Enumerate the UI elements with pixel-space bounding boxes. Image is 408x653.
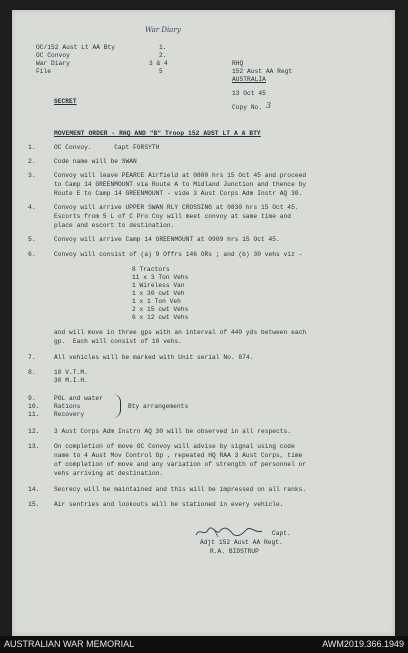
hq-line-1: RHQ <box>232 60 244 67</box>
dist-copy-4: 5 <box>159 68 163 75</box>
vehicle-item: 11 x 3 Ton Vehs <box>132 274 189 281</box>
para-text-line: 30 M.I.H. <box>54 377 88 384</box>
admin-arrangements-note: Bty arrangements <box>128 403 189 410</box>
para-text: All vehicles will be marked with Unit serial No. 874. <box>54 354 254 361</box>
para-text-line: Route E to Camp 14 GREENMOUNT - vide 3 Aust Corps Adm Instr AQ 30. <box>54 190 303 197</box>
para-number: 10. <box>28 403 40 410</box>
para-number: 7. <box>28 354 36 361</box>
admin-item: POL and water <box>54 395 103 402</box>
vehicle-item: 6 x 12 cwt Vehs <box>132 314 189 321</box>
para-text-line: Convoy will leave PEARCE Airfield at 0800 hrs 15 Oct 45 and proceed <box>54 172 307 179</box>
para-text-line: On completion of move OC Convoy will advise by signal using code <box>54 443 295 450</box>
signature-name: R.A. BIDSTRUP <box>210 548 259 555</box>
para-text-line: of completion of move and any variation of strength of personnel or <box>54 461 307 468</box>
para-text: Code name will be SWAN <box>54 158 137 165</box>
signature-title: Adjt 152 Aust AA Regt. <box>200 539 283 546</box>
hq-line-3: AUSTRALIA <box>232 76 266 83</box>
movement-order-heading: MOVEMENT ORDER - RHQ AND "B" Troop 152 AUST LT A A BTY <box>54 130 261 137</box>
vehicle-item: 1 x 30 cwt Veh <box>132 290 185 297</box>
para6-tail-line: and will move in three gps with an interval of 440 yds between each <box>54 329 307 336</box>
para-number: 15. <box>28 501 40 508</box>
handwritten-war-diary-note: War Diary <box>145 26 181 34</box>
para-text-line: Convoy will arrive UPPER SWAN RLY CROSSING at 0830 hrs 15 Oct 45. <box>54 204 299 211</box>
para-text-line: place and escort to destination. <box>54 222 175 229</box>
copy-number-value: 3 <box>266 101 272 110</box>
para-text: Secrecy will be maintained and this will be impressed on all ranks. <box>54 486 307 493</box>
para-number: 11. <box>28 411 40 418</box>
dist-copy-3: 3 & 4 <box>149 60 168 67</box>
para-text-line: name to 4 Aust Mov Control Gp , repeated HQ RAA 3 Aust Corps, time <box>54 452 303 459</box>
para-text: Air sentries and lookouts will be stationed in every vehicle. <box>54 501 284 508</box>
para-number: 1. <box>28 144 36 151</box>
para-text-line: Escorts from 5 L of C Pro Coy will meet convoy at same time and <box>54 213 292 220</box>
admin-item: Rations <box>54 403 81 410</box>
archive-footer-bar <box>0 636 408 653</box>
document-date: 13 Oct 45 <box>232 90 266 97</box>
para-text-line: to Camp 14 GREENMOUNT via Route A to Midland Junction and thence by <box>54 181 307 188</box>
para-text-line: vehs arriving at destination. <box>54 470 164 477</box>
para-number: 13. <box>28 443 40 450</box>
para-number: 12. <box>28 428 40 435</box>
brace-bracket <box>112 394 121 418</box>
archive-name: AUSTRALIAN WAR MEMORIAL <box>4 639 135 649</box>
para-text: Convoy will arrive Camp 14 GREENMOUNT at 0909 hrs 15 Oct 45. <box>54 236 280 243</box>
vehicle-item: 8 Tractors <box>132 266 170 273</box>
para-number: 8. <box>28 369 36 376</box>
para-number: 3. <box>28 172 36 179</box>
handwritten-signature <box>194 525 264 539</box>
archive-reference: AWM2019.366.1949 <box>322 639 404 649</box>
para-number: 4. <box>28 204 36 211</box>
para-number: 9. <box>28 395 36 402</box>
dist-line-1: OC/152 Aust Lt AA Bty <box>36 44 116 51</box>
vehicle-item: 1 Wireless Van <box>132 282 185 289</box>
dist-copy-2: 2. <box>159 52 167 59</box>
dist-line-2: OC Convoy <box>36 52 70 59</box>
classification-secret: SECRET <box>54 98 77 105</box>
vehicle-item: 1 x 1 Ton Veh <box>132 298 181 305</box>
signature-rank: Capt. <box>272 530 291 537</box>
para-number: 6. <box>28 251 36 258</box>
dist-line-3: War Diary <box>36 60 70 67</box>
para-text-line: 10 V.T.M. <box>54 369 88 376</box>
hq-line-2: 152 Aust AA Regt <box>232 68 293 75</box>
para-text: OC Convoy. Capt FORSYTH <box>54 144 160 151</box>
para-number: 2. <box>28 158 36 165</box>
admin-item: Recovery <box>54 411 85 418</box>
document-page <box>12 10 395 636</box>
para-text: Convoy will consist of (a) 9 Offrs 146 ORs ; and (b) 30 vehs viz - <box>54 251 303 258</box>
para6-tail-line: gp. Each will consist of 10 vehs. <box>54 338 182 345</box>
dist-copy-1: 1. <box>159 44 167 51</box>
vehicle-item: 2 x 15 cwt Vehs <box>132 306 189 313</box>
para-text: 3 Aust Corps Adm Instrn AQ 30 will be observed in all respects. <box>54 428 292 435</box>
para-number: 14. <box>28 486 40 493</box>
dist-line-4: File <box>36 68 52 75</box>
para-number: 5. <box>28 236 36 243</box>
copy-number-label: Copy No. <box>232 104 263 111</box>
